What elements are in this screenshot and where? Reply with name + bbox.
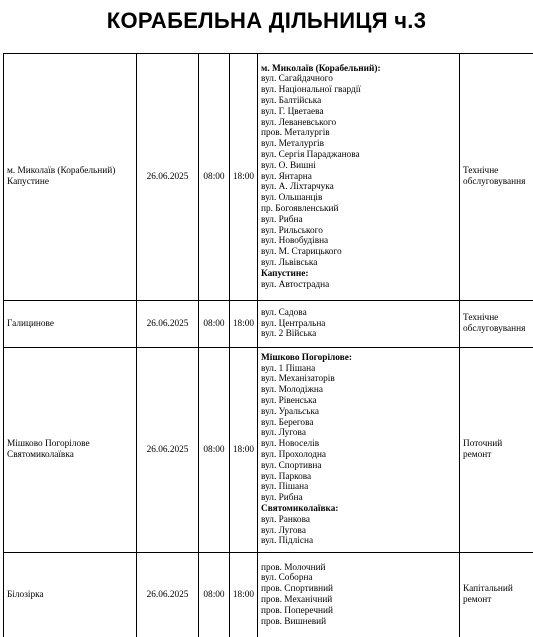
street-name: пров. Механічний [261,595,456,606]
street-name: вул. Металургів [261,139,456,150]
streets-cell [258,54,460,301]
table-row [4,301,533,348]
streets-cell [258,301,460,348]
work-type-cell: Технічне обслуговування [460,54,533,301]
time-to-cell: 18:00 [230,301,258,348]
street-name: вул. Сагайдачного [261,74,456,85]
street-name: вул. Уральська [261,407,456,418]
street-name: пров. Поперечний [261,606,456,617]
street-name: вул. Рибна [261,493,456,504]
street-name: вул. Садова [261,308,456,319]
date-cell: 26.06.2025 [137,54,199,301]
street-name: вул. Соборна [261,573,456,584]
settlement-name: Галицинове [7,319,133,330]
settlement-name: Святомиколаївка [7,450,133,461]
locality-heading: Мішково Погорілове: [261,353,456,364]
street-name: вул. М. Старицького [261,247,456,258]
street-name: вул. Рильського [261,226,456,237]
street-name: вул. Балтійська [261,96,456,107]
street-name: вул. Ранкова [261,515,456,526]
street-name: вул. Автострадна [261,280,456,291]
settlement-name: м. Миколаїв (Корабельний) [7,166,133,177]
time-from-cell: 08:00 [199,348,230,553]
work-type-cell: Капітальний ремонт [460,553,533,637]
street-name: вул. Паркова [261,472,456,483]
street-name: вул. Берегова [261,418,456,429]
date-cell: 26.06.2025 [137,301,199,348]
street-name: вул. Прохолодна [261,450,456,461]
street-name: вул. 2 Війська [261,329,456,340]
time-from-cell: 08:00 [199,301,230,348]
street-name: вул. Лугова [261,526,456,537]
settlement-cell [4,54,137,301]
street-name: вул. Рівенська [261,396,456,407]
street-name: вул. Янтарна [261,172,456,183]
street-name: вул. О. Вишні [261,161,456,172]
outage-schedule-table [3,53,533,637]
street-name: вул. Національної гвардії [261,85,456,96]
street-name: вул. Львівська [261,258,456,269]
streets-cell [258,348,460,553]
street-name: пр. Богоявленський [261,204,456,215]
streets-cell [258,553,460,637]
street-name: вул. Леваневського [261,118,456,129]
locality-heading: Капустине: [261,269,456,280]
table-row [4,553,533,637]
work-type-cell: Поточний ремонт [460,348,533,553]
date-cell: 26.06.2025 [137,553,199,637]
street-name: вул. Лугова [261,428,456,439]
street-name: пров. Молочний [261,563,456,574]
street-name: вул. Підлісна [261,536,456,547]
settlement-cell [4,553,137,637]
street-name: вул. Молодіжна [261,385,456,396]
street-name: пров. Спортивний [261,584,456,595]
table-row [4,348,533,553]
locality-heading: Святомиколаївка: [261,504,456,515]
street-name: вул. Г. Цветаева [261,107,456,118]
street-name: вул. Новоселів [261,439,456,450]
street-name: вул. Пішана [261,482,456,493]
street-name: вул. Рибна [261,215,456,226]
time-to-cell: 18:00 [230,553,258,637]
street-name: вул. 1 Пішана [261,364,456,375]
street-name: вул. Механізаторів [261,374,456,385]
street-name: вул. Спортивна [261,461,456,472]
settlement-cell [4,301,137,348]
time-from-cell: 08:00 [199,54,230,301]
street-name: вул. А. Ліхтарчука [261,182,456,193]
street-name: вул. Ольшанців [261,193,456,204]
street-name: вул. Сергія Параджанова [261,150,456,161]
street-name: пров. Вишневий [261,617,456,628]
locality-heading: м. Миколаїв (Корабельний): [261,64,456,75]
work-type-cell: Технічне обслуговування [460,301,533,348]
table-row [4,54,533,301]
settlement-name: Мішково Погорілове [7,439,133,450]
date-cell: 26.06.2025 [137,348,199,553]
settlement-cell [4,348,137,553]
street-name: пров. Металургів [261,128,456,139]
street-name: вул. Новобудівна [261,236,456,247]
time-from-cell: 08:00 [199,553,230,637]
settlement-name: Капустине [7,177,133,188]
page-title: КОРАБЕЛЬНА ДІЛЬНИЦЯ ч.3 [0,8,533,34]
street-name: вул. Центральна [261,319,456,330]
settlement-name: Білозірка [7,590,133,601]
time-to-cell: 18:00 [230,54,258,301]
time-to-cell: 18:00 [230,348,258,553]
